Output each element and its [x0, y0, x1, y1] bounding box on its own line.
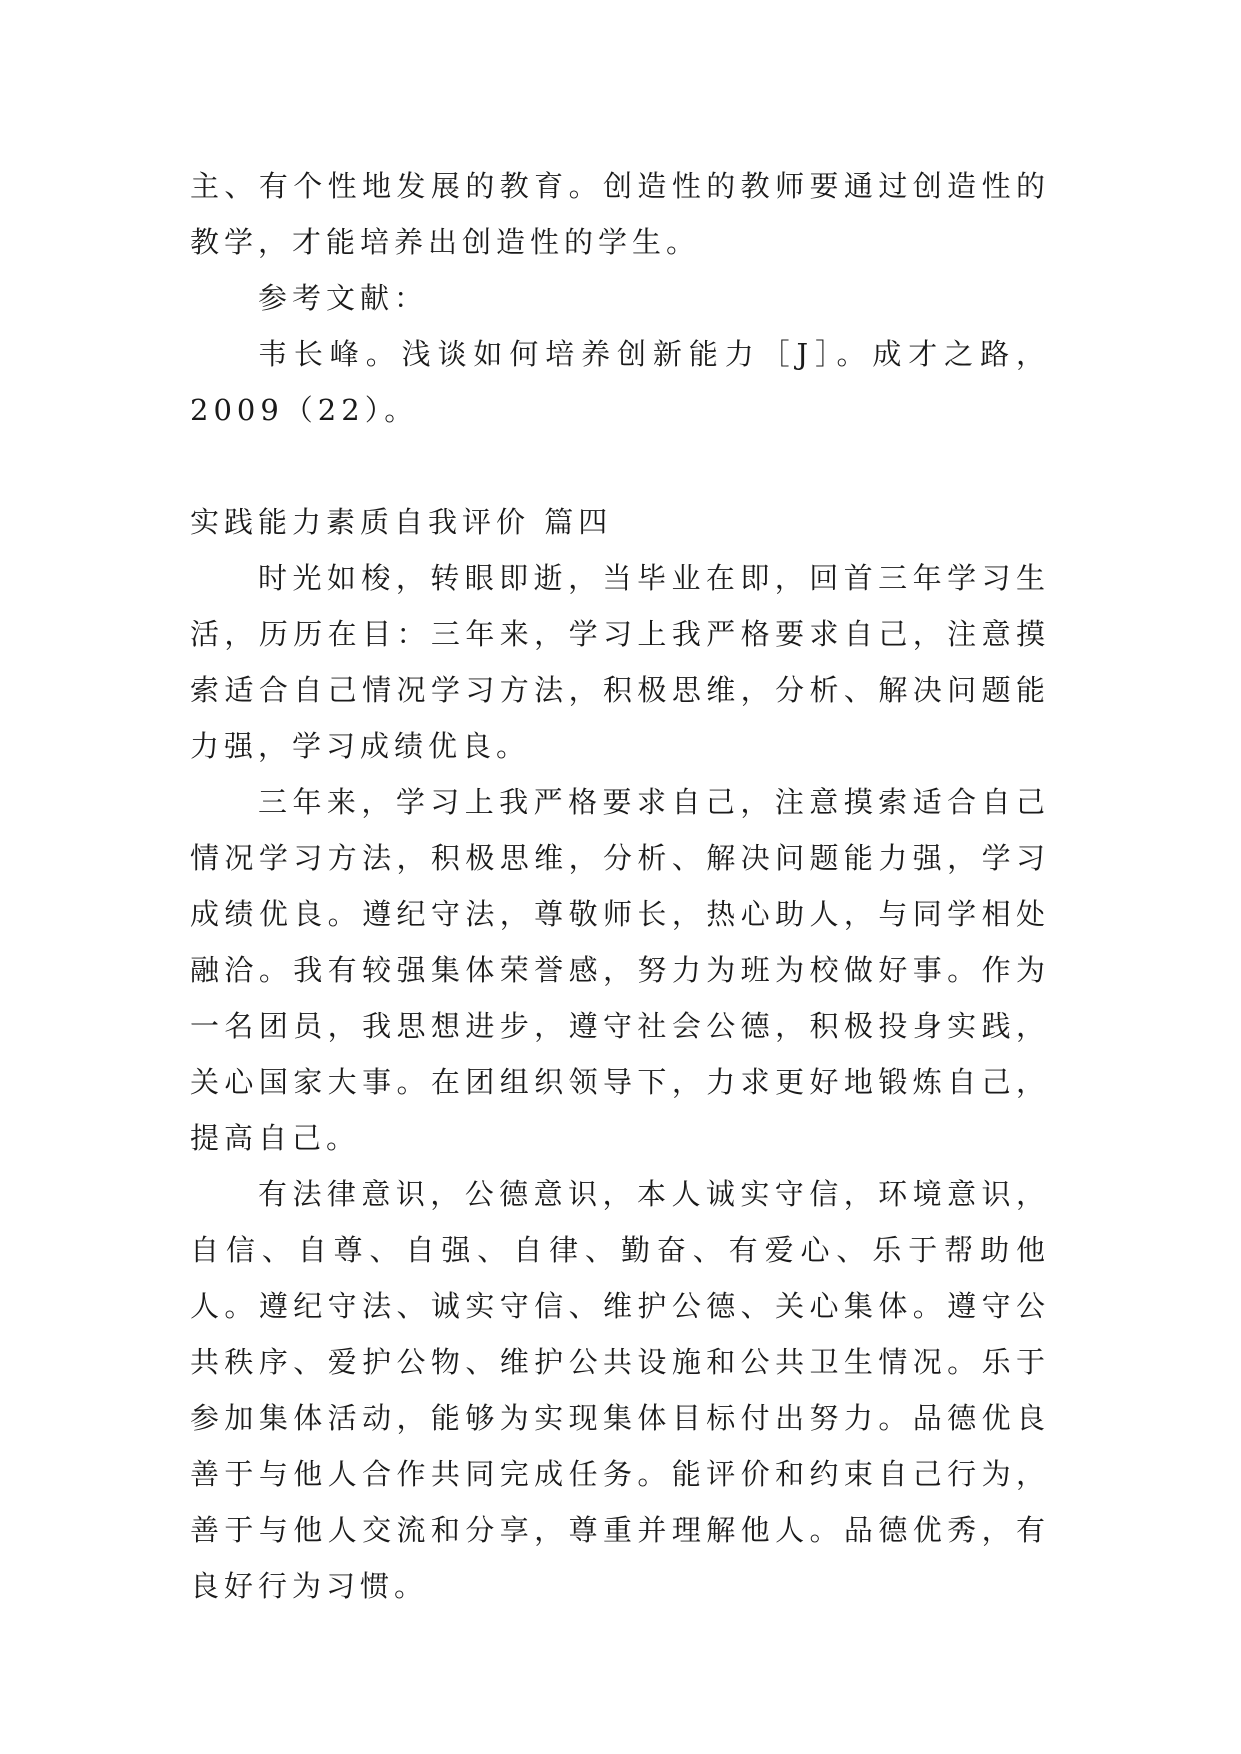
document-content [190, 158, 1050, 1614]
body-paragraph-2: 三年来，学习上我严格要求自己，注意摸索适合自己情况学习方法，积极思维，分析、解决问题能力强，学习成绩优良。遵纪守法，尊敬师长，热心助人，与同学相处融洽。我有较强集体荣誉感，努力为班为校做好事。作为一名团员，我思想进步，遵守社会公德，积极投身实践，关心国家大事。在团组织领导下，力求更好地锻炼自己，提高自己。 [190, 785, 1050, 1155]
continued-paragraph: 主、有个性地发展的教育。创造性的教师要通过创造性的教学，才能培养出创造性的学生。 [190, 169, 1050, 259]
references-heading: 参考文献： [258, 281, 429, 315]
section-spacer [190, 438, 1050, 494]
body-paragraph-3: 有法律意识，公德意识，本人诚实守信，环境意识，自信、自尊、自强、自律、勤奋、有爱心、乐于帮助他人。遵纪守法、诚实守信、维护公德、关心集体。遵守公共秩序、爱护公物、维护公共设施和公共卫生情况。乐于参加集体活动，能够为实现集体目标付出努力。品德优良善于与他人合作共同完成任务。能评价和约束自己行为，善于与他人交流和分享，尊重并理解他人。品德优秀，有良好行为习惯。 [190, 1177, 1050, 1603]
section-title: 实践能力素质自我评价 篇四 [190, 505, 613, 539]
body-paragraph-1: 时光如梭，转眼即逝，当毕业在即，回首三年学习生活，历历在目：三年来，学习上我严格要求自己，注意摸索适合自己情况学习方法，积极思维，分析、解决问题能力强，学习成绩优良。 [190, 561, 1050, 763]
reference-entry: 韦长峰。浅谈如何培养创新能力［J］。成才之路，2009（22）。 [190, 337, 1050, 427]
